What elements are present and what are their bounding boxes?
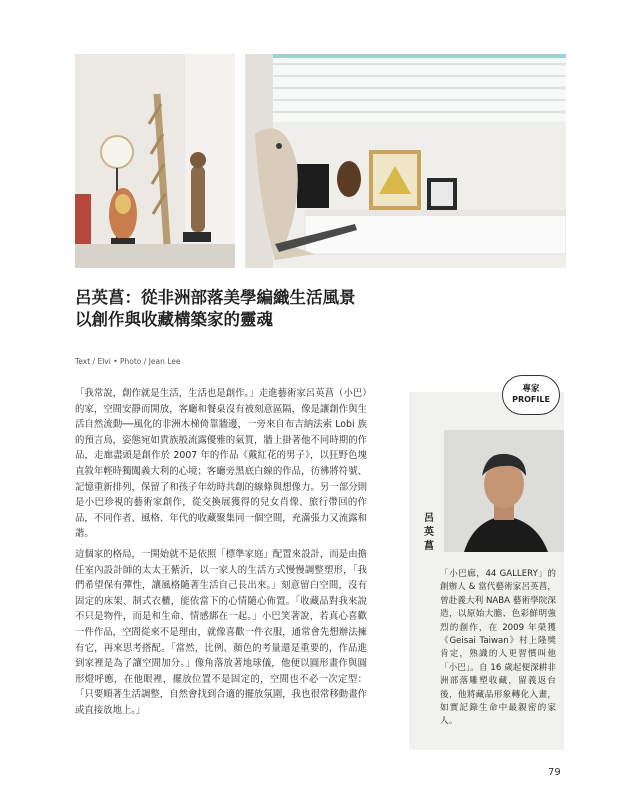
profile-portrait [444, 430, 564, 552]
page-number: 79 [548, 767, 561, 778]
article-title [75, 287, 555, 331]
photo-right-illustration [245, 54, 566, 268]
article-body [75, 386, 367, 723]
profile-bio: 「小巴廊，44 GALLERY」的創辦人 & 當代藝術家呂英菖，曾赴義大利 NABA 藝術學院深造，以原始大膽、色彩鮮明強烈的創作，在 2009 年榮獲《Geisai Taiwan》村上隆獎肯定，熟識的人更習慣叫他「小巴」。自 16 歲起便深耕非洲部落雕塑收藏，留義返台後，他將藏品形象轉化入畫，如實記錄生命中最親密的家人。 [440, 569, 556, 727]
title-line-1: 呂英菖：從非洲部落美學編織生活風景 [75, 288, 356, 307]
byline: Text / Elvi • Photo / Jean Lee [75, 357, 181, 366]
profile-badge-zh: 專家 [522, 384, 540, 394]
profile-badge-en: PROFILE [512, 395, 550, 404]
body-paragraph-2: 這個家的格局，一開始就不是依照「標準家庭」配置來設計，而是由擔任室內設計師的太太王紫沂，以一家人的生活方式慢慢調整塑形，「我們希望保有彈性，讓風格隨著生活自己長出來。」刻意留白空間，沒有固定的床架、制式衣櫃，能依當下的心情隨心佈置。「收藏品對我來說不只是物件，而是和生命、情感綁在一起。」小巴笑著說，若真心喜歡一件作品，空間從來不是理由，就像喜歡一件衣服，通常會先想辦法擁有它，再來思考搭配。「當然，比例、顏色的考量還是重要的，作品進到家裡是為了讓空間加分。」像角落放著地球儀，他便以圓形畫作與圓形燈呼應，在他眼裡，擺放位置不是固定的，空間也不必一次定型：「只要順著生活調整，自然會找到合適的擺放氛圍，我也很常移動畫作或直接放地上。」 [75, 548, 367, 716]
photo-african-ladder [75, 54, 235, 268]
portrait-illustration [444, 430, 564, 552]
profile-badge [502, 375, 560, 415]
profile-name: 呂 英 菖 [424, 513, 434, 552]
body-paragraph-1: 「我常說，創作就是生活，生活也是創作。」走進藝術家呂英菖（小巴）的家，空間安靜而開放，客廳和餐桌沒有被刻意區隔，像是讓創作與生活自然流動──風化的非洲木梯倚靠牆邊，一旁來自布吉納法索 Lobi 族的預言鳥，姿態宛如貴族般流露優雅的氣質，牆上掛著他不同時期的作品，走廊盡頭是創作於 2007 年的作品《戴紅花的男子》，以狂野色塊直敘年輕時獨闖義大利的心境；客廳旁黑底白線的作品，彷彿將符號、記憶重新排列，保留了和孩子年幼時共創的線條與想像力。另一部分則是小巴珍視的藝術家創作，從交換展獲得的兒女肖像、旅行帶回的作品，不同作者、風格、年代的收藏聚集同一個空間，充滿張力又流露和諧。 [75, 388, 367, 540]
title-line-2: 以創作與收藏構築家的靈魂 [75, 310, 273, 329]
photo-living-room-shelf [245, 54, 566, 268]
photo-left-illustration [75, 54, 235, 268]
